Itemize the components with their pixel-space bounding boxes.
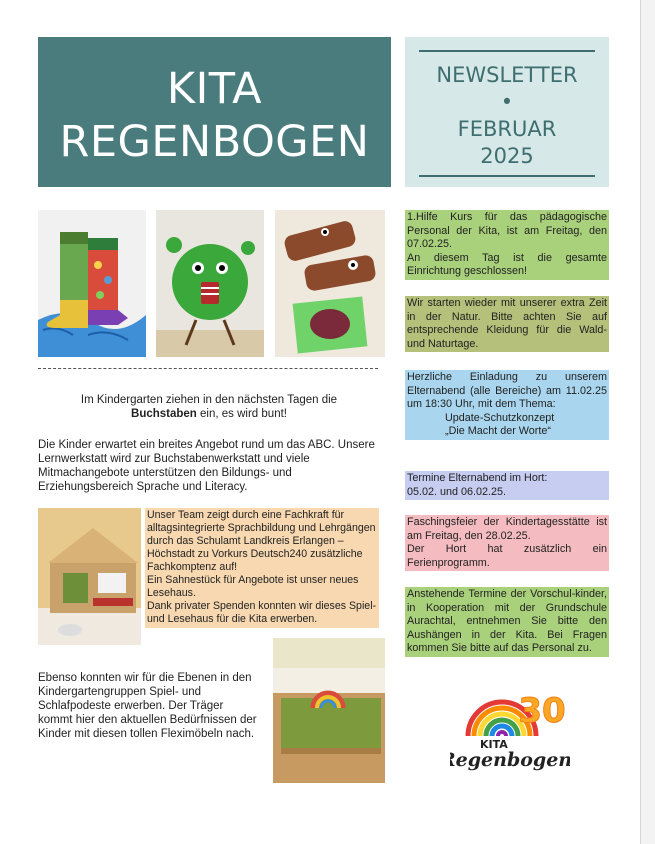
team-note	[145, 508, 379, 628]
hort-title: Termine Elternabend im Hort:	[407, 472, 548, 484]
team-text-2: Ein Sahnestück für Angebote ist unser neues Lesehaus.	[147, 574, 359, 599]
intro-line-2	[38, 407, 380, 421]
photo-lesehaus	[38, 508, 141, 645]
logo-number: 30	[518, 691, 566, 731]
first-aid-text-1: 1.Hilfe Kurs für das pädagogische Personal der Kita, ist am Freitag, den 07.02.25.	[407, 211, 607, 251]
logo-name: Regenbogen	[450, 749, 570, 771]
section-divider	[38, 368, 378, 369]
fasching-text-2: Der Hort hat zusätzlich ein Ferienprogramm.	[407, 543, 607, 569]
fasching-note	[405, 515, 609, 571]
divider	[419, 175, 595, 177]
topic-2: „Die Macht der Worte“	[445, 425, 551, 438]
ebenen-paragraph: Ebenso konnten wir für die Ebenen in den Kindergartengruppen Spiel- und Schlafpodeste erwerben. Der Träger kommt hier den aktuellen Bedürfnissen der Kinder mit diesen tollen Fleximöbeln nach.	[38, 672, 257, 740]
first-aid-note	[405, 210, 609, 280]
title-line-1: KITA	[166, 64, 263, 114]
intro-bold-word: Buchstaben	[131, 408, 197, 420]
nature-note: Wir starten wieder mit unserer extra Zeit in der Natur. Bitte achten Sie auf entsprechende Kleidung für die Wald- und Naturtage.	[405, 296, 609, 352]
intro-line-1: Im Kindergarten ziehen in den nächsten Tagen die	[80, 394, 338, 406]
photo-craft-animals	[275, 210, 385, 357]
photo-green-monster	[156, 210, 264, 357]
logo-kita: KITA	[480, 738, 508, 751]
newsletter-box	[405, 37, 609, 187]
divider	[419, 50, 595, 52]
invite-text: Herzliche Einladung zu unserem Elternabend (alle Bereiche) am 11.02.25 um 18:30 Uhr, mit dem Thema:	[407, 371, 607, 411]
hort-note	[405, 471, 609, 500]
month: FEBRUAR	[457, 117, 557, 141]
rainbow-logo-icon	[450, 684, 570, 774]
photo-rainboots	[38, 210, 146, 357]
masthead-title	[38, 37, 391, 187]
first-aid-text-2: An diesem Tag ist die gesamte Einrichtung geschlossen!	[407, 251, 607, 278]
year: 2025	[480, 144, 534, 168]
photo-podest	[273, 638, 385, 783]
intro-line-2-rest: ein, es wird bunt!	[196, 408, 287, 420]
title-line-2: REGENBOGEN	[59, 117, 370, 167]
fasching-text-1: Faschingsfeier der Kindertagesstätte ist am Freitag, den 28.02.25.	[407, 516, 607, 542]
bullet: •	[500, 90, 514, 114]
elternabend-note	[405, 370, 609, 440]
intro-heading	[38, 393, 380, 421]
newsletter-label: NEWSLETTER	[436, 63, 578, 87]
topic-1: Update-Schutzkonzept	[445, 411, 555, 424]
team-text-3: Dank privater Spenden konnten wir dieses Spiel- und Lesehaus für die Kita erwerben.	[147, 600, 377, 625]
hort-dates: 05.02. und 06.02.25.	[407, 485, 507, 498]
vorschule-note: Anstehende Termine der Vorschul-kinder, in Kooperation mit der Grundschule Aurachtal, entnehmen Sie bitte den Aushängen in der Kita. Bei Fragen kommen Sie bitte auf das Personal zu.	[405, 587, 609, 657]
kita-logo	[450, 684, 570, 774]
team-text-1: Unser Team zeigt durch eine Fachkraft für alltagsintegrierte Sprachbildung und Lehrgängen durch das Schulamt Landkreis Erlangen – Höchstadt zu Vorkurs Deutsch240 zusätzliche Fachkomptenz auf!	[147, 509, 376, 573]
page-edge	[640, 0, 655, 844]
intro-paragraph: Die Kinder erwartet ein breites Angebot rund um das ABC. Unsere Lernwerkstatt wird zur Buchstabenwerkstatt und viele Mitmachangebote unterstützen den Bildungs- und Erziehungsbereich Sprache und Literacy.	[38, 439, 375, 493]
